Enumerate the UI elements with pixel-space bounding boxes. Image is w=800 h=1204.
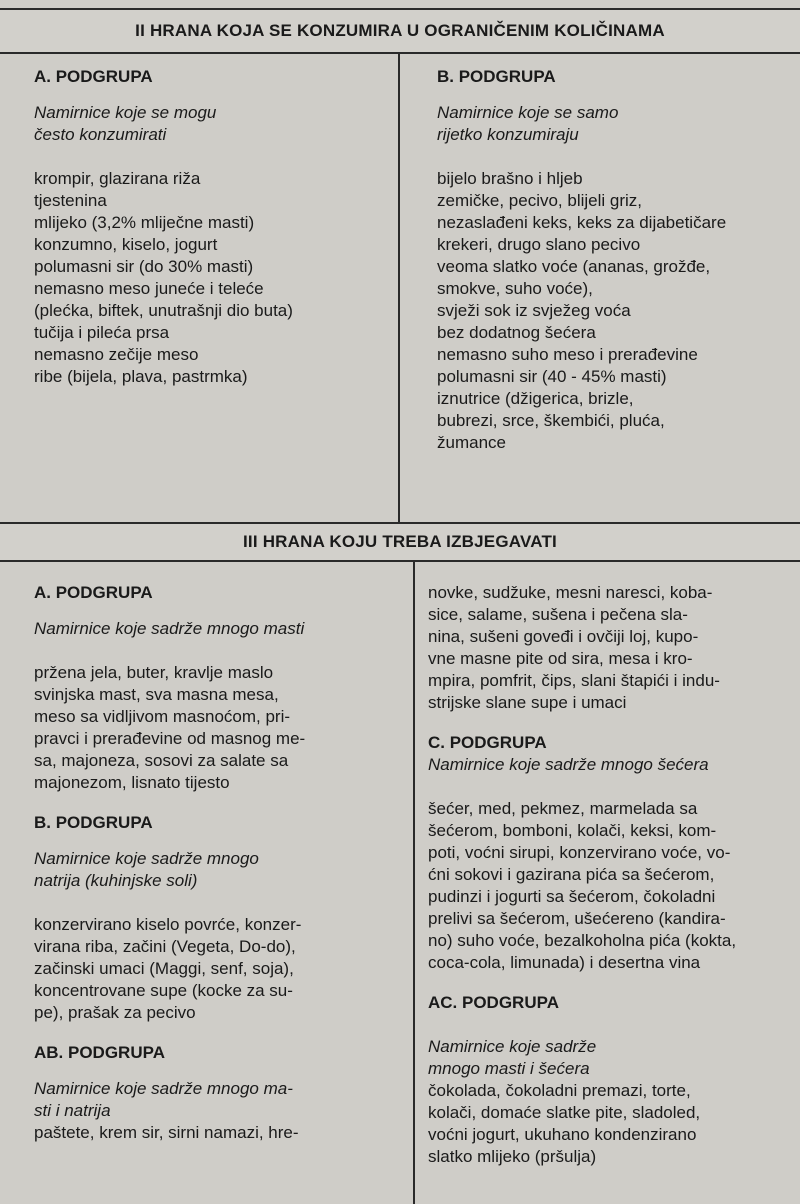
section-iii-left-column [34,582,404,1144]
section-ii-divider [398,54,400,522]
list-item: voćni jogurt, ukuhano kondenzirano [428,1125,697,1144]
group-items [34,914,404,1024]
list-item: konzervirano kiselo povrće, konzer- [34,915,302,934]
section-iii-group-ac [428,992,788,1168]
list-item: bijelo brašno i hljeb [437,169,583,188]
list-item: majonezom, lisnato tijesto [34,773,230,792]
list-item: ćni sokovi i gazirana pića sa šećerom, [428,865,715,884]
group-title: AB. PODGRUPA [34,1043,165,1062]
section-iii-group-c [428,732,788,974]
list-item: mpira, pomfrit, čips, slani štapići i indu- [428,671,720,690]
section-ii-title: II HRANA KOJA SE KONZUMIRA U OGRANIČENIM KOLIČINAMA [0,8,800,54]
group-items [34,168,384,388]
group-title: B. PODGRUPA [437,67,556,86]
group-title: A. PODGRUPA [34,583,153,602]
section-ii-group-b [437,66,777,454]
group-items [34,1122,404,1144]
list-item: slatko mlijeko (pršulja) [428,1147,597,1166]
list-item: coca-cola, limunada) i desertna vina [428,953,701,972]
list-item: no) suho voće, bezalkoholna pića (kokta, [428,931,737,950]
list-item: nina, sušeni goveđi i ovčiji loj, kupo- [428,627,699,646]
group-items [428,1080,788,1168]
list-item: (plećka, biftek, unutrašnji dio buta) [34,301,293,320]
section-iii-group-ab [34,1042,404,1144]
list-item: smokve, suho voće), [437,279,593,298]
group-items [34,662,404,794]
group-description: Namirnice koje se samo rijetko konzumiraju [437,103,619,144]
list-item: tjestenina [34,191,107,210]
list-item: krekeri, drugo slano pecivo [437,235,641,254]
list-item: pržena jela, buter, kravlje maslo [34,663,274,682]
group-description: Namirnice koje sadrže mnogo ma- sti i natrija [34,1079,293,1120]
list-item: iznutrice (džigerica, brizle, [437,389,634,408]
list-item: virana riba, začini (Vegeta, Do-do), [34,937,296,956]
list-item: paštete, krem sir, sirni namazi, hre- [34,1123,299,1142]
list-item: kolači, domaće slatke pite, sladoled, [428,1103,701,1122]
group-description: Namirnice koje sadrže mnogo masti i šećera [428,1037,597,1078]
group-title: B. PODGRUPA [34,813,153,832]
list-item: konzumno, kiselo, jogurt [34,235,218,254]
list-item: žumance [437,433,506,452]
list-item: nemasno suho meso i prerađevine [437,345,698,364]
group-title: AC. PODGRUPA [428,993,559,1012]
list-item: meso sa vidljivom masnoćom, pri- [34,707,291,726]
group-items [428,798,788,974]
list-item: veoma slatko voće (ananas, grožđe, [437,257,711,276]
list-item: nemasno zečije meso [34,345,199,364]
group-description: Namirnice koje se mogu često konzumirati [34,103,217,144]
list-item: mlijeko (3,2% mliječne masti) [34,213,255,232]
list-item: novke, sudžuke, mesni naresci, koba- [428,583,713,602]
list-item: čokolada, čokoladni premazi, torte, [428,1081,691,1100]
list-item: pe), prašak za pecivo [34,1003,196,1022]
list-item: prelivi sa šećerom, ušećereno (kandira- [428,909,726,928]
list-item: tučija i pileća prsa [34,323,170,342]
group-description: Namirnice koje sadrže mnogo masti [34,619,305,638]
list-item: zemičke, pecivo, blijeli griz, [437,191,643,210]
list-item: začinski umaci (Maggi, senf, soja), [34,959,294,978]
list-item: polumasni sir (40 - 45% masti) [437,367,667,386]
group-title: A. PODGRUPA [34,67,153,86]
list-item: svježi sok iz svježeg voća [437,301,631,320]
list-item: ribe (bijela, plava, pastrmka) [34,367,248,386]
list-item: vne masne pite od sira, mesa i kro- [428,649,693,668]
list-item: polumasni sir (do 30% masti) [34,257,254,276]
group-description: Namirnice koje sadrže mnogo šećera [428,755,709,774]
list-item: svinjska mast, sva masna mesa, [34,685,279,704]
list-item: pudinzi i jogurti sa šećerom, čokoladni [428,887,716,906]
group-ab-continued-items [428,582,788,714]
list-item: sa, majoneza, sosovi za salate sa [34,751,289,770]
group-items [437,168,777,454]
section-iii-group-b [34,812,404,1024]
list-item: šećerom, bomboni, kolači, keksi, kom- [428,821,717,840]
section-iii-divider [413,562,415,1204]
list-item: nemasno meso juneće i teleće [34,279,264,298]
list-item: koncentrovane supe (kocke za su- [34,981,293,1000]
section-iii-right-column [428,582,788,1168]
list-item: poti, voćni sirupi, konzervirano voće, vo- [428,843,731,862]
list-item: bubrezi, srce, škembići, pluća, [437,411,665,430]
list-item: šećer, med, pekmez, marmelada sa [428,799,698,818]
list-item: pravci i prerađevine od masnog me- [34,729,306,748]
section-iii-group-a [34,582,404,794]
list-item: nezaslađeni keks, keks za dijabetičare [437,213,727,232]
group-title: C. PODGRUPA [428,733,547,752]
list-item: krompir, glazirana riža [34,169,201,188]
group-description: Namirnice koje sadrže mnogo natrija (kuhinjske soli) [34,849,259,890]
list-item: bez dodatnog šećera [437,323,596,342]
section-ii-group-a [34,66,384,388]
list-item: strijske slane supe i umaci [428,693,627,712]
section-iii-title: III HRANA KOJU TREBA IZBJEGAVATI [0,522,800,562]
list-item: sice, salame, sušena i pečena sla- [428,605,688,624]
